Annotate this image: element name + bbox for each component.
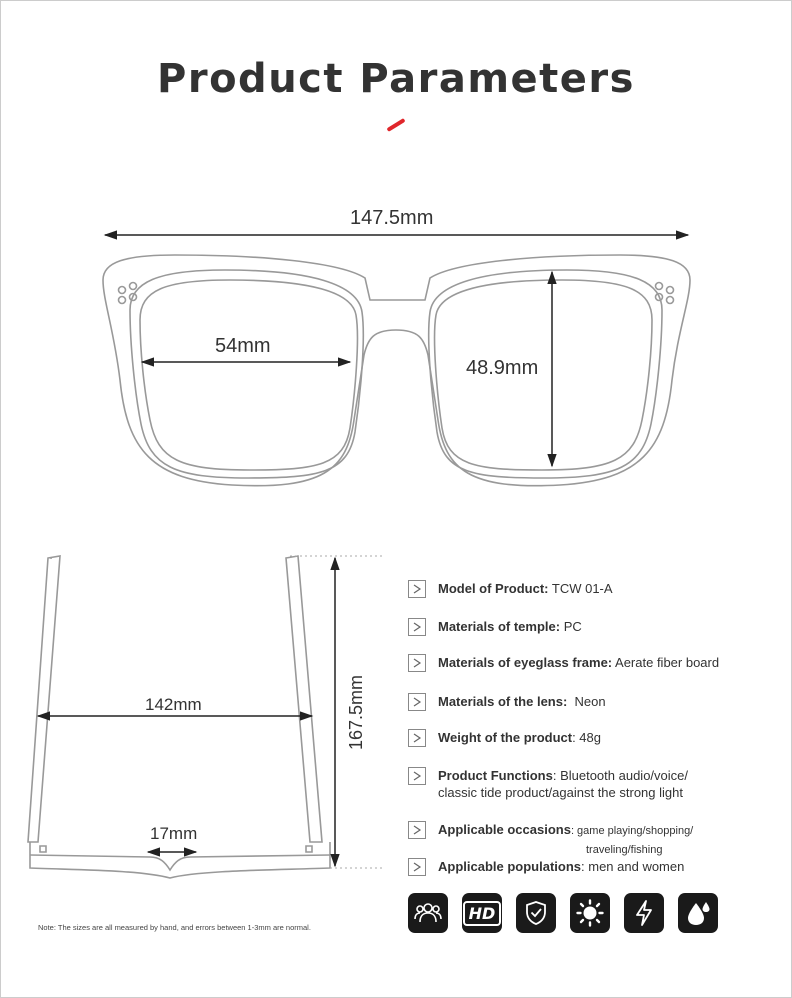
chevron-right-icon — [408, 767, 426, 785]
front-view — [103, 255, 690, 486]
spec-key: Model of Product: — [438, 581, 549, 596]
hd-icon — [462, 893, 502, 933]
spec-lens-material — [408, 693, 606, 711]
dim-bridge: 17mm — [150, 824, 198, 843]
dim-total-width: 147.5mm — [350, 207, 434, 229]
spec-key: Materials of eyeglass frame: — [438, 655, 613, 670]
spec-key: Weight of the product — [438, 730, 573, 745]
measurement-note: Note: The sizes are all measured by hand, and errors between 1-3mm are normal. — [38, 923, 311, 932]
shield-check-icon — [516, 893, 556, 933]
chevron-right-icon — [408, 729, 426, 747]
spec-value: : game playing/shopping/ — [570, 825, 694, 837]
lightning-icon — [624, 893, 664, 933]
spec-value-line2: classic tide product/against the strong light — [438, 785, 683, 800]
people-icon — [408, 893, 448, 933]
spec-value: : men and women — [581, 859, 685, 874]
chevron-right-icon — [408, 654, 426, 672]
dim-lens-width: 54mm — [215, 335, 271, 357]
hd-label: HD — [463, 901, 502, 926]
dim-temple-length: 167.5mm — [346, 674, 366, 750]
spec-value: Neon — [567, 694, 606, 709]
spec-key: Materials of the lens: — [438, 694, 568, 709]
spec-frame-material — [408, 654, 719, 672]
feature-icons — [408, 893, 718, 933]
spec-value-line2: traveling/fishing — [586, 844, 663, 856]
dim-lens-height: 48.9mm — [466, 357, 539, 379]
spec-occasions — [408, 821, 693, 859]
spec-value: : 48g — [572, 730, 601, 745]
dim-temple-span: 142mm — [145, 695, 202, 714]
spec-key: Materials of temple: — [438, 619, 561, 634]
page-title: Product Parameters — [157, 56, 635, 102]
spec-value: TCW 01-A — [548, 581, 613, 596]
chevron-right-icon — [408, 580, 426, 598]
spec-key: Applicable occasions — [438, 822, 571, 837]
chevron-right-icon — [408, 858, 426, 876]
spec-key: Applicable populations — [438, 859, 582, 874]
chevron-right-icon — [408, 618, 426, 636]
spec-value: PC — [560, 619, 582, 634]
spec-functions — [408, 767, 688, 801]
water-drop-icon — [678, 893, 718, 933]
chevron-right-icon — [408, 693, 426, 711]
spec-value: : Bluetooth audio/voice/ — [552, 768, 688, 783]
spec-temple-material — [408, 618, 582, 636]
chevron-right-icon — [408, 821, 426, 839]
spec-key: Product Functions — [438, 768, 553, 783]
spec-populations — [408, 858, 684, 876]
spec-model — [408, 580, 613, 598]
sun-icon — [570, 893, 610, 933]
spec-value: Aerate fiber board — [612, 655, 720, 670]
spec-weight — [408, 729, 601, 747]
